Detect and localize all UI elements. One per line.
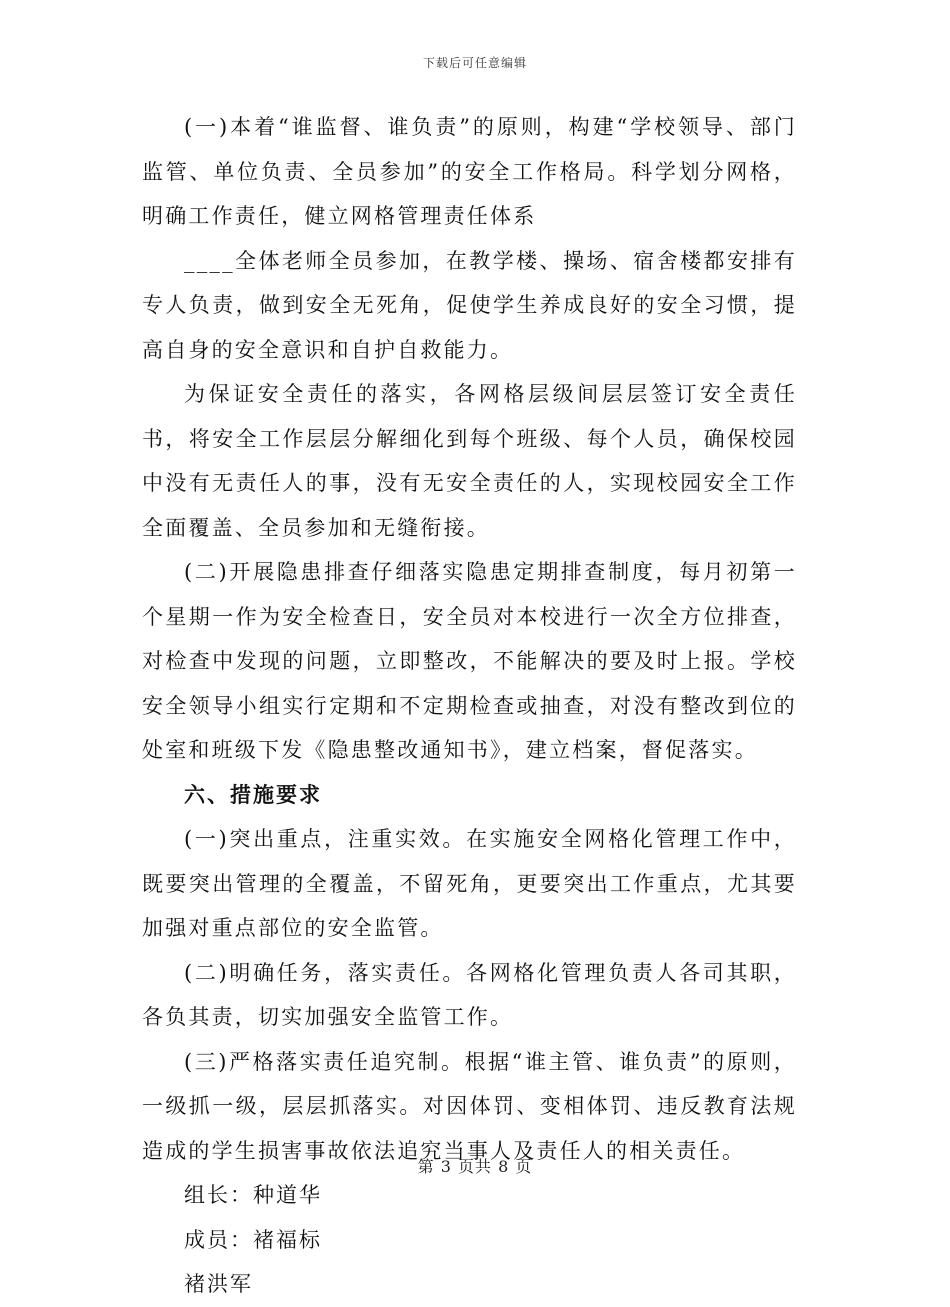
paragraph-4: (二)开展隐患排查仔细落实隐患定期排查制度，每月初第一个星期一作为安全检查日，安全员对本校进行一次全方位排查，对检查中发现的问题，立即整改，不能解决的要及时上报。学校安全领导小组实行定期和不定期检查或抽查，对没有整改到位的处室和班级下发《隐患整改通知书》，建立档案，督促落实。 [142,560,797,762]
document-body [142,105,797,1307]
group-member-2: 褚洪军 [184,1272,253,1296]
paragraph-6: (二)明确任务，落实责任。各网格化管理负责人各司其职，各负其责，切实加强安全监管工作。 [142,960,797,1029]
page-footer: 第 3 页共 8 页 [417,1157,533,1176]
paragraph-3: 为保证安全责任的落实，各网格层级间层层签订安全责任书，将安全工作层层分解细化到每个班级、每个人员，确保校园中没有无责任人的事，没有无安全责任的人，实现校园安全工作全面覆盖、全员参加和无缝衔接。 [142,382,797,540]
section-heading-6: 六、措施要求 [184,782,322,807]
paragraph-2: ____全体老师全员参加，在教学楼、操场、宿舍楼都安排有专人负责，做到安全无死角，促使学生养成良好的安全习惯，提高自身的安全意识和自护自救能力。 [142,248,797,362]
page-header: 下载后可任意编辑 [422,56,527,70]
paragraph-5: (一)突出重点，注重实效。在实施安全网格化管理工作中，既要突出管理的全覆盖，不留死角，更要突出工作重点，尤其要加强对重点部位的安全监管。 [142,827,797,940]
paragraph-7: (三)严格落实责任追究制。根据“谁主管、谁负责”的原则，一级抓一级，层层抓落实。对因体罚、变相体罚、违反教育法规造成的学生损害事故依法追究当事人及责任人的相关责任。 [142,1049,797,1163]
group-member-1: 成员：褚福标 [184,1227,322,1252]
group-leader: 组长：种道华 [184,1183,322,1207]
paragraph-1: (一)本着“谁监督、谁负责”的原则，构建“学校领导、部门监管、单位负责、全员参加”的安全工作格局。科学划分网格，明确工作责任，健立网格管理责任体系 [142,115,797,228]
